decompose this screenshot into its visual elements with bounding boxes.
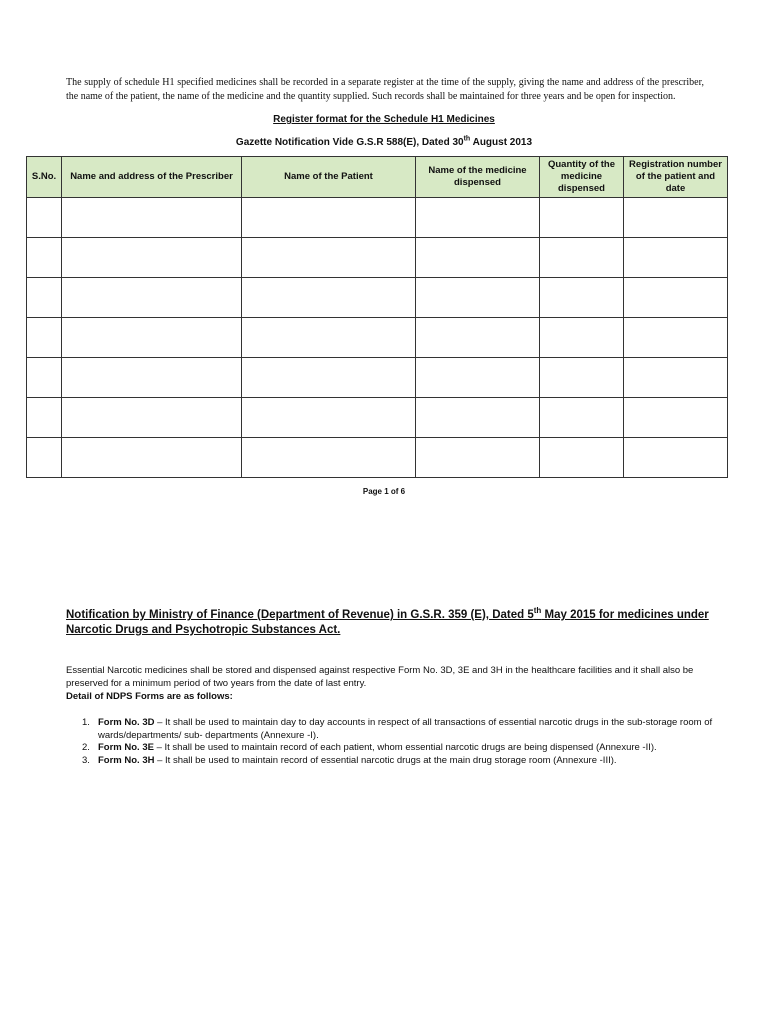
table-row — [27, 438, 728, 478]
table-cell — [540, 238, 624, 278]
page-number: Page 1 of 6 — [362, 487, 406, 496]
gazette-suffix: August 2013 — [470, 137, 533, 148]
form-description: – It shall be used to maintain day to day accounts in respect of all transactions of essential narcotic drugs in the sub-storage room of wards/departments/ sub- departments (Annexure -I). — [98, 717, 713, 741]
notification-heading — [66, 608, 736, 638]
list-item — [66, 717, 736, 742]
table-cell — [416, 358, 540, 398]
table-cell — [27, 398, 62, 438]
table-cell — [540, 318, 624, 358]
table-cell — [62, 438, 242, 478]
form-name: Form No. 3H — [98, 754, 155, 766]
heading-prefix: Notification by Ministry of Finance (Department of Revenue) in G.S.R. 359 (E), Dated 5 — [66, 609, 534, 621]
table-row — [27, 398, 728, 438]
table-cell — [62, 398, 242, 438]
table-cell — [416, 438, 540, 478]
form-description: – It shall be used to maintain record of each patient, whom essential narcotic drugs are being dispensed (Annexure -II). — [153, 742, 657, 753]
table-cell — [416, 278, 540, 318]
header-registration: Registration number of the patient and date — [624, 157, 728, 198]
table-cell — [624, 358, 728, 398]
table-cell — [62, 318, 242, 358]
table-cell — [242, 358, 416, 398]
table-cell — [62, 198, 242, 238]
list-number: 1. — [82, 717, 90, 728]
table-cell — [416, 318, 540, 358]
table-cell — [416, 198, 540, 238]
table-cell — [62, 358, 242, 398]
table-cell — [27, 238, 62, 278]
table-row — [27, 198, 728, 238]
register-table — [26, 156, 728, 478]
table-cell — [27, 358, 62, 398]
table-cell — [624, 278, 728, 318]
list-item — [66, 755, 736, 768]
table-cell — [27, 318, 62, 358]
table-cell — [416, 398, 540, 438]
header-quantity: Quantity of the medicine dispensed — [540, 157, 624, 198]
gazette-superscript: th — [463, 135, 471, 143]
table-row — [27, 278, 728, 318]
list-item — [66, 742, 736, 755]
form-description: – It shall be used to maintain record of essential narcotic drugs at the main drug storage room (Annexure -III). — [154, 754, 617, 766]
table-row — [27, 358, 728, 398]
header-sno: S.No. — [27, 157, 62, 198]
table-cell — [624, 318, 728, 358]
table-cell — [62, 278, 242, 318]
list-number: 2. — [82, 742, 90, 753]
header-medicine: Name of the medicine dispensed — [416, 157, 540, 198]
gazette-notification — [0, 137, 768, 148]
ndps-forms-heading: Detail of NDPS Forms are as follows: — [66, 691, 233, 702]
table-cell — [540, 198, 624, 238]
table-cell — [242, 438, 416, 478]
table-cell — [242, 198, 416, 238]
table-cell — [62, 238, 242, 278]
table-cell — [540, 398, 624, 438]
form-name: Form No. 3E — [98, 742, 154, 753]
table-cell — [624, 398, 728, 438]
ndps-forms-list — [66, 717, 736, 767]
table-cell — [540, 438, 624, 478]
header-patient: Name of the Patient — [242, 157, 416, 198]
table-cell — [624, 238, 728, 278]
table-cell — [242, 278, 416, 318]
heading-suffix: May 2015 for medicines under Narcotic Drugs and Psychotropic Substances Act. — [66, 609, 709, 636]
form-name: Form No. 3D — [98, 717, 155, 728]
intro-paragraph: The supply of schedule H1 specified medicines shall be recorded in a separate register at the time of the supply, giving the name and address of the prescriber, the name of the patient, the name of the medicine and the quantity supplied. Such records shall be maintained for three years and be open for inspection. — [66, 77, 704, 102]
table-cell — [242, 398, 416, 438]
heading-superscript: th — [533, 606, 542, 616]
gazette-prefix: Gazette Notification Vide G.S.R 588(E), Dated 30 — [235, 137, 464, 148]
table-cell — [540, 278, 624, 318]
table-cell — [242, 318, 416, 358]
register-title: Register format for the Schedule H1 Medicines — [273, 114, 495, 125]
list-number: 3. — [82, 754, 90, 766]
table-cell — [416, 238, 540, 278]
table-cell — [27, 438, 62, 478]
narcotic-intro-paragraph: Essential Narcotic medicines shall be stored and dispensed against respective Form No. 3D, 3E and 3H in the healthcare facilities and it shall also be preserved for a minimum period of two years from the date of last entry. — [66, 664, 694, 689]
table-cell — [242, 238, 416, 278]
table-row — [27, 318, 728, 358]
table-cell — [624, 198, 728, 238]
table-header-row — [27, 157, 728, 198]
table-cell — [540, 358, 624, 398]
table-cell — [27, 198, 62, 238]
table-cell — [27, 278, 62, 318]
header-prescriber: Name and address of the Prescriber — [62, 157, 242, 198]
table-row — [27, 238, 728, 278]
table-cell — [624, 438, 728, 478]
